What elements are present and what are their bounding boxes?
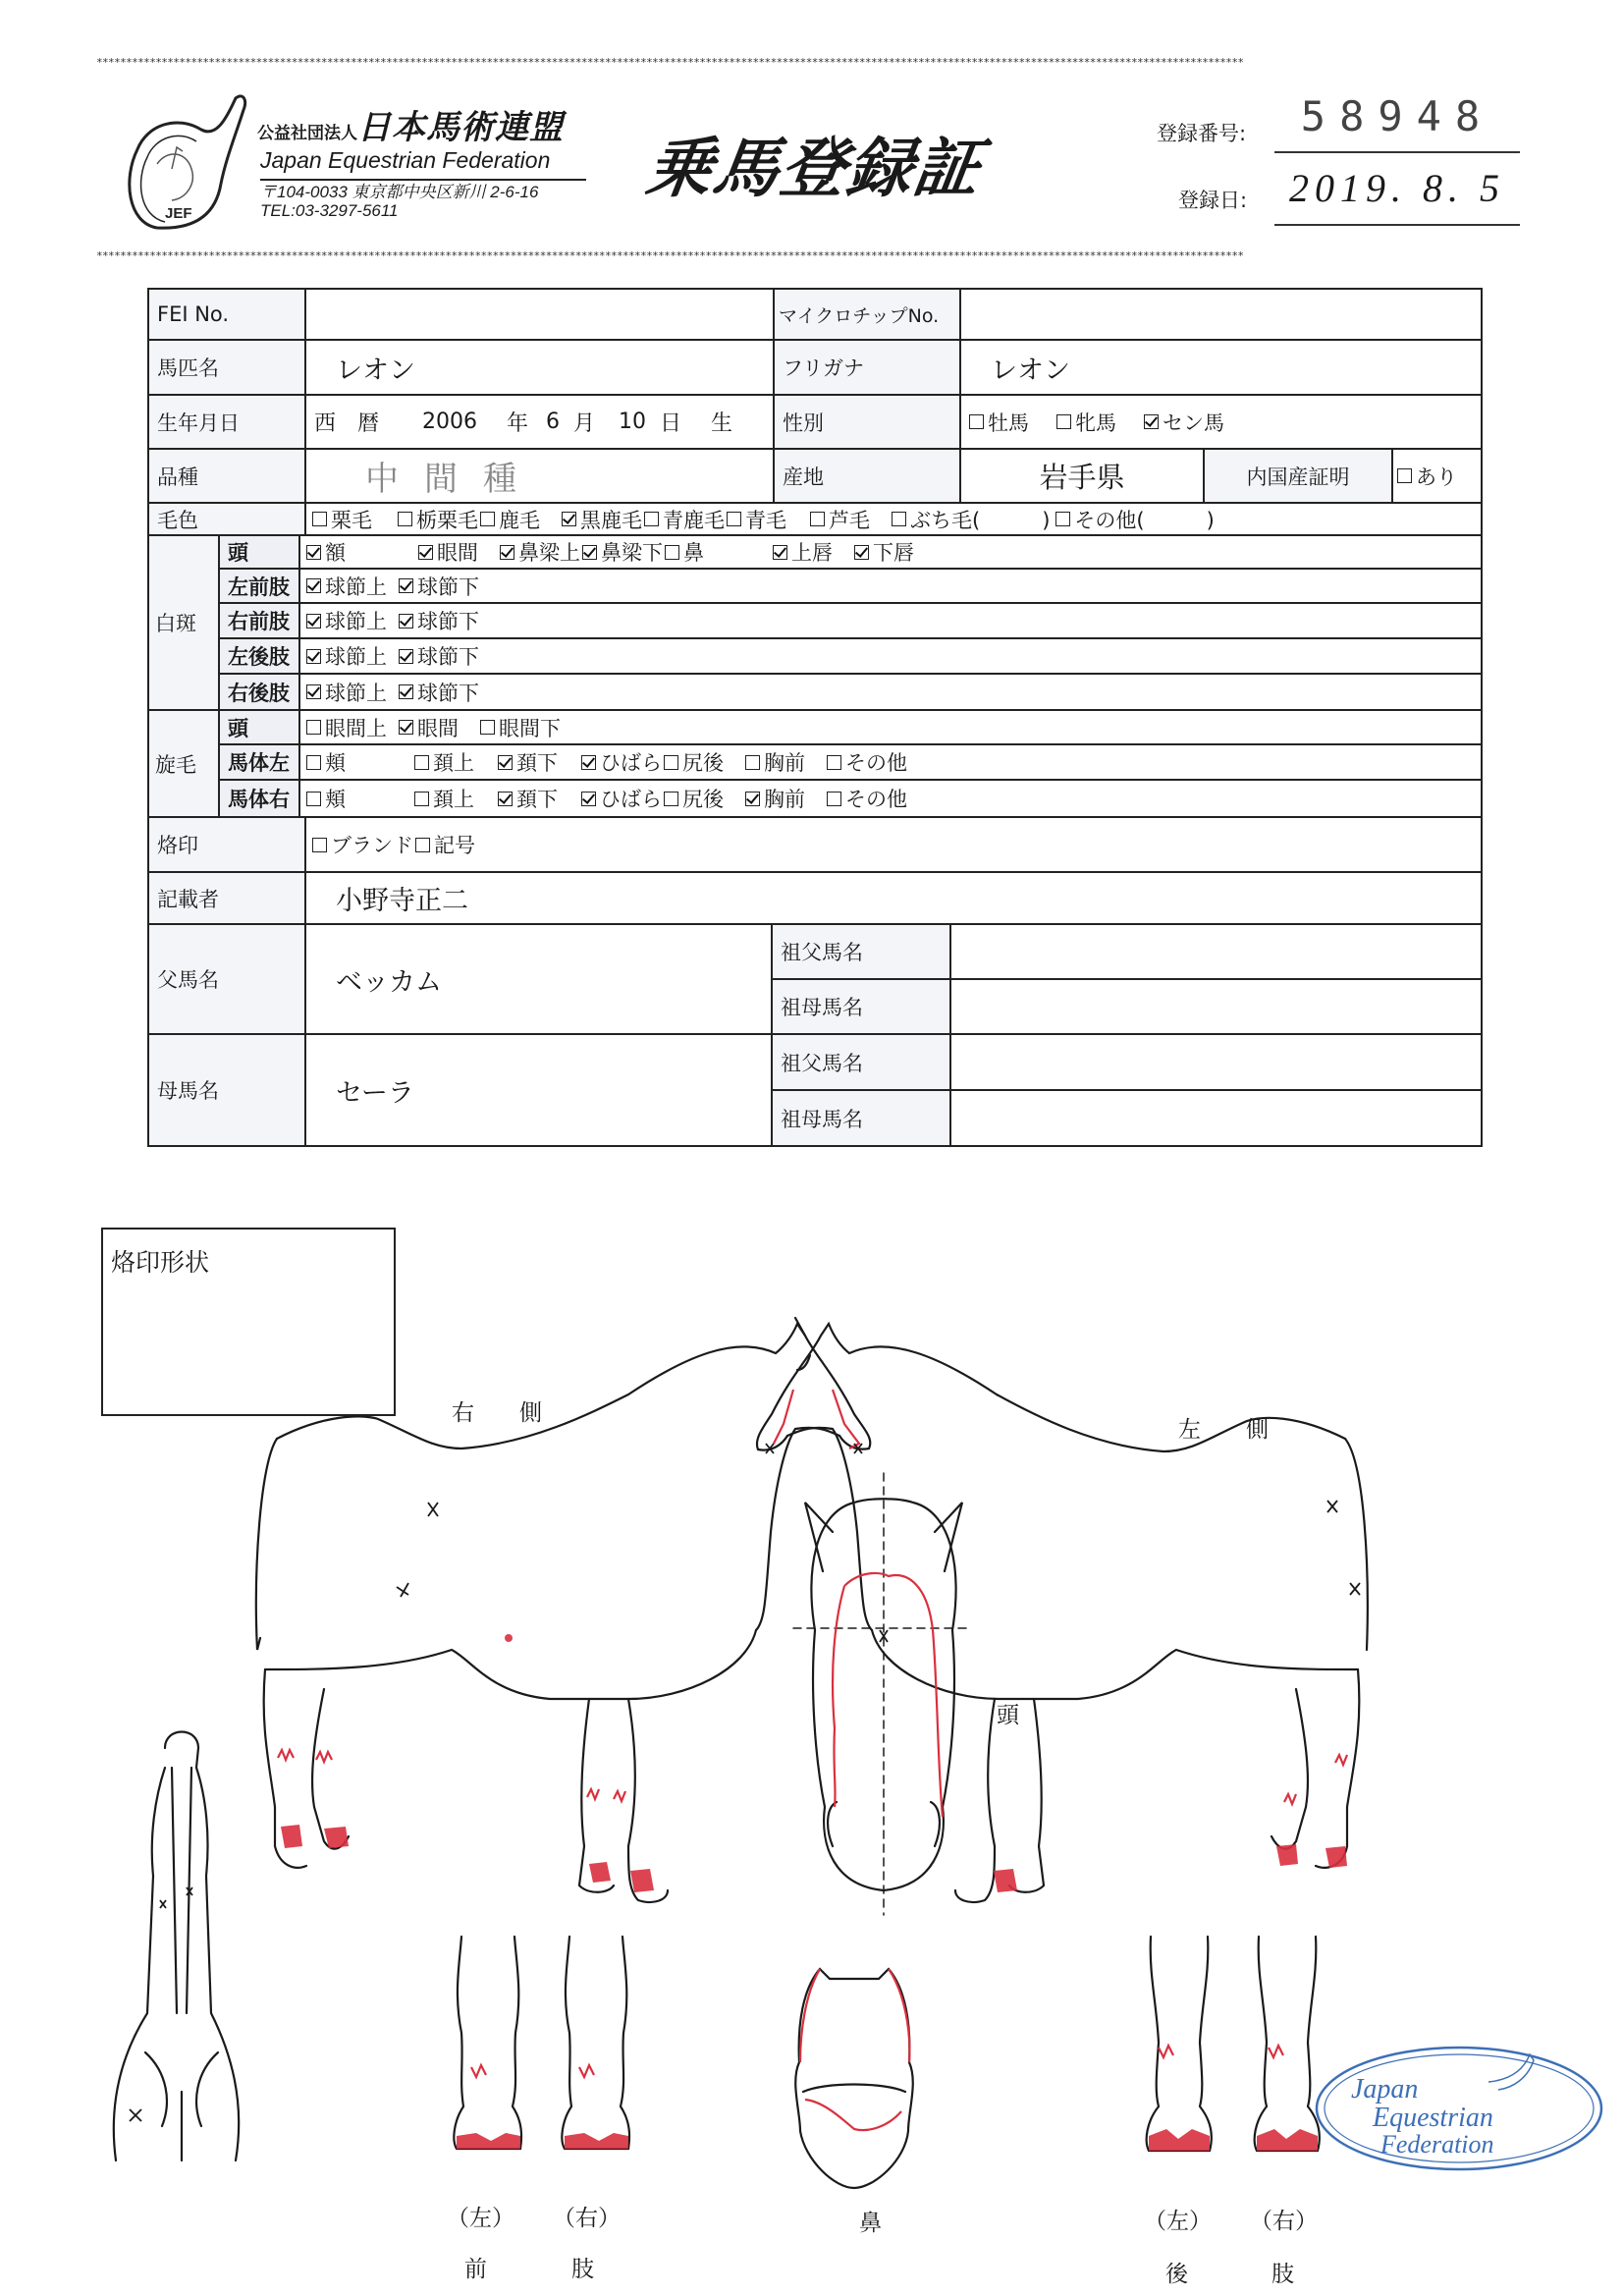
dam-label: 母馬名 (149, 1035, 306, 1145)
brand-shape-box (101, 1228, 396, 1416)
document-title: 乗馬登録証 (641, 131, 987, 206)
marking-rf-below[interactable]: 球節下 (399, 606, 479, 635)
checkbox-icon (969, 414, 984, 429)
marking-upper-bridge[interactable]: 鼻梁上 (500, 537, 580, 567)
whorl-l-lower-neck[interactable]: 頚下 (498, 747, 558, 777)
birth-day-unit: 日 (660, 411, 682, 436)
whorl-row-body-right: 馬体右 頬 頚上 頚下 ひばら 尻後 胸前 その他 (220, 781, 1481, 816)
whorl-row-body-left: 馬体左 頬 頚上 頚下 ひばら 尻後 胸前 その他 (220, 745, 1481, 781)
registration-no-label: 登録番号: (1157, 122, 1247, 145)
org-prefix: 公益社団法人 (257, 124, 357, 143)
row-recorder (149, 873, 1481, 925)
whorl-between-eyes[interactable]: 眼間 (399, 713, 459, 742)
whorl-above-eyes[interactable]: 眼間上 (306, 713, 387, 742)
sex-label: 性別 (775, 396, 961, 448)
sex-options (961, 396, 1481, 448)
birth-label: 生年月日 (149, 396, 306, 448)
domestic-cert-option[interactable]: あり (1393, 450, 1481, 502)
whorl-r-upper-neck[interactable]: 頚上 (414, 784, 474, 813)
whorl-l-upper-neck[interactable]: 頚上 (414, 747, 474, 777)
domestic-cert-label: 内国産証明 (1205, 450, 1393, 502)
whorl-r-rump[interactable]: 尻後 (664, 784, 724, 813)
furigana-value: レオン (991, 355, 1070, 386)
coat-option-chestnut[interactable]: 栗毛 (312, 505, 372, 534)
registration-date-value: 2019. 8. 5 (1274, 165, 1520, 226)
coat-option-other[interactable]: その他( ) (1055, 505, 1214, 534)
dam-value: セーラ (306, 1035, 773, 1145)
whorl-r-chest[interactable]: 胸前 (745, 784, 805, 813)
dam-granddam-value (951, 1091, 1481, 1145)
registration-no-value: 58948 (1274, 92, 1520, 153)
checkbox-checked-icon (1144, 414, 1159, 429)
registration-form (147, 288, 1483, 1147)
dam-grandsire-label: 祖父馬名 (773, 1035, 951, 1089)
marking-upper-lip[interactable]: 上唇 (773, 537, 833, 567)
white-markings-label: 白斑 (149, 536, 220, 709)
birth-year-unit: 年 (507, 411, 529, 436)
coat-option-grey[interactable]: 芦毛 (810, 505, 870, 534)
hind-left-label: （左） (1144, 2209, 1212, 2234)
marking-lh-below[interactable]: 球節下 (399, 641, 479, 671)
whorls-label: 旋毛 (149, 711, 220, 816)
fore-label-1: 前 (464, 2257, 487, 2282)
whorl-l-other[interactable]: その他 (827, 747, 907, 777)
jef-logo-icon (118, 90, 265, 238)
row-coat-color (149, 504, 1481, 536)
sire-grandsire-value (951, 925, 1481, 978)
birth-suffix: 生 (711, 411, 733, 436)
whorl-l-flank[interactable]: ひばら (581, 747, 662, 777)
birth-era: 西 暦 (314, 411, 380, 436)
coat-option-black[interactable]: 青毛 (727, 505, 786, 534)
separator-bottom: ************************************************************************************************************************************************************************************************** (96, 250, 1244, 262)
marking-nose[interactable]: 鼻 (665, 537, 704, 567)
marking-row-right-hind: 右後肢 球節上 球節下 (220, 675, 1481, 709)
marking-row-left-hind: 左後肢 球節上 球節下 (220, 639, 1481, 675)
fore-right-label: （右） (553, 2206, 621, 2231)
marking-row-right-fore: 右前肢 球節上 球節下 (220, 604, 1481, 639)
brand-label: 烙印 (149, 818, 306, 871)
org-title (257, 100, 564, 148)
hind-right-label: （右） (1250, 2209, 1318, 2234)
marking-rf-above[interactable]: 球節上 (306, 606, 387, 635)
recorder-value: 小野寺正二 (336, 886, 468, 916)
row-breed (149, 450, 1481, 504)
muzzle-label: 鼻 (859, 2211, 882, 2236)
whorl-l-chest[interactable]: 胸前 (745, 747, 805, 777)
org-address (260, 183, 538, 220)
sire-grandsire-label: 祖父馬名 (773, 925, 951, 978)
marking-rh-below[interactable]: 球節下 (399, 678, 479, 707)
whorl-r-other[interactable]: その他 (827, 784, 907, 813)
org-name-en: Japan Equestrian Federation (260, 147, 551, 173)
tel-line: TEL:03-3297-5611 (260, 201, 399, 220)
birth-day: 10 (619, 410, 646, 434)
coat-option-pinto[interactable]: ぶち毛( ) (892, 505, 1050, 534)
marking-lower-bridge[interactable]: 鼻梁下 (582, 537, 663, 567)
fore-left-label: （左） (447, 2206, 514, 2231)
birth-month: 6 (546, 410, 560, 434)
microchip-label: マイクロチップNo. (775, 290, 961, 339)
whorl-r-flank[interactable]: ひばら (581, 784, 662, 813)
coat-color-options (306, 504, 1481, 534)
registration-date-label: 登録日: (1178, 189, 1248, 212)
marking-lower-lip[interactable]: 下唇 (854, 537, 914, 567)
furigana-label: フリガナ (775, 341, 961, 394)
marking-row-head: 頭 額 眼間 鼻梁上 鼻梁下 鼻 上唇 下唇 (220, 536, 1481, 570)
coat-option-brown[interactable]: 青鹿毛 (644, 505, 725, 534)
birth-year: 2006 (422, 410, 477, 434)
breed-label: 品種 (149, 450, 306, 502)
dam-grandsire-value (951, 1035, 1481, 1089)
marking-lh-above[interactable]: 球節上 (306, 641, 387, 671)
sire-label: 父馬名 (149, 925, 306, 1033)
brand-shape-label: 烙印形状 (111, 1248, 210, 1277)
fei-label: FEI No. (149, 290, 306, 339)
row-dam (149, 1035, 1481, 1145)
recorder-label: 記載者 (149, 873, 306, 923)
checkbox-icon (1056, 414, 1071, 429)
sire-value: ベッカム (306, 925, 773, 1033)
row-fei (149, 290, 1481, 341)
svg-text:JEF: JEF (165, 205, 192, 222)
coat-color-label: 毛色 (149, 504, 306, 534)
hind-label-2: 肢 (1271, 2262, 1294, 2287)
jef-stamp-icon (1312, 2043, 1606, 2175)
svg-text:Equestrian: Equestrian (1373, 2103, 1493, 2133)
birth-value (306, 396, 775, 448)
address-line: 〒104-0033 東京都中央区新川 2-6-16 (260, 183, 539, 201)
horse-name-label: 馬匹名 (149, 341, 306, 394)
microchip-value (961, 290, 1481, 339)
whorl-r-cheek[interactable]: 頬 (306, 784, 346, 813)
white-markings-group (149, 536, 1481, 711)
checkbox-icon (1397, 468, 1412, 483)
coat-option-bay[interactable]: 鹿毛 (480, 505, 540, 534)
whorl-l-rump[interactable]: 尻後 (664, 747, 724, 777)
row-sire (149, 925, 1481, 1035)
coat-option-dark-chestnut[interactable]: 栃栗毛 (398, 505, 478, 534)
row-birth (149, 396, 1481, 450)
marking-forehead[interactable]: 額 (306, 537, 346, 567)
origin-value: 岩手県 (961, 450, 1205, 502)
whorl-below-eyes[interactable]: 眼間下 (480, 713, 561, 742)
whorl-row-head: 頭 眼間上 眼間 眼間下 (220, 711, 1481, 745)
coat-option-dark-bay[interactable]: 黒鹿毛 (562, 505, 642, 534)
marking-lf-below[interactable]: 球節下 (399, 572, 479, 601)
whorl-l-cheek[interactable]: 頬 (306, 747, 346, 777)
dam-granddam-label: 祖母馬名 (773, 1091, 951, 1145)
sex-option-mare[interactable]: 牝馬 (1056, 408, 1116, 437)
breed-value: 中間種 (306, 450, 775, 502)
svg-text:Japan: Japan (1351, 2074, 1419, 2105)
whorl-r-lower-neck[interactable]: 頚下 (498, 784, 558, 813)
org-divider (260, 179, 586, 181)
sire-granddam-value (951, 980, 1481, 1033)
marking-between-eyes[interactable]: 眼間 (418, 537, 478, 567)
hind-label-1: 後 (1165, 2262, 1188, 2287)
row-brand (149, 818, 1481, 873)
birth-month-unit: 月 (573, 411, 596, 436)
marking-row-left-fore: 左前肢 球節上 球節下 (220, 570, 1481, 604)
sex-option-gelding[interactable]: セン馬 (1144, 408, 1224, 437)
fei-value (306, 290, 775, 339)
brand-option-symbol[interactable]: 記号 (415, 830, 475, 859)
sire-granddam-label: 祖母馬名 (773, 980, 951, 1033)
brand-option-brand[interactable]: ブランド (312, 830, 413, 859)
origin-label: 産地 (775, 450, 961, 502)
separator-top: ************************************************************************************************************************************************************************************************** (96, 57, 1244, 69)
marking-lf-above[interactable]: 球節上 (306, 572, 387, 601)
whorls-group (149, 711, 1481, 818)
sex-option-stallion[interactable]: 牡馬 (969, 408, 1029, 437)
head-label: 頭 (997, 1703, 1019, 1728)
org-name: 日本馬術連盟 (357, 108, 564, 147)
row-name (149, 341, 1481, 396)
marking-rh-above[interactable]: 球節上 (306, 678, 387, 707)
right-side-label: 右側 (452, 1400, 587, 1426)
horse-name-value: レオン (306, 341, 775, 394)
left-side-label: 左側 (1178, 1417, 1314, 1443)
fore-label-2: 肢 (571, 2257, 594, 2282)
svg-text:Federation: Federation (1380, 2130, 1494, 2159)
